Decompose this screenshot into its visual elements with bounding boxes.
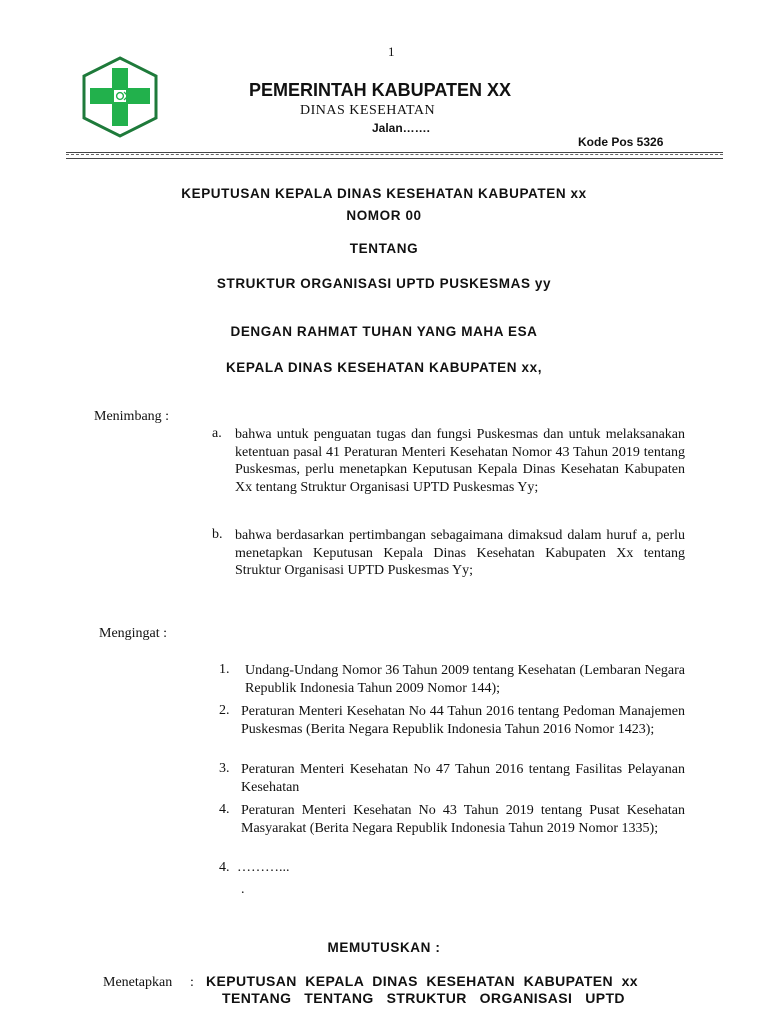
- mengingat-item-1: Undang-Undang Nomor 36 Tahun 2009 tentang Kesehatan (Lembaran Negara Republik Indonesia Tahun 2009 Nomor 144);: [245, 663, 685, 696]
- list-item-marker: a.: [212, 426, 222, 441]
- menetapkan-label: Menetapkan: [103, 975, 173, 990]
- decree-issuer: KEPALA DINAS KESEHATAN KABUPATEN xx,: [225, 360, 543, 375]
- list-item-marker: 1.: [219, 662, 230, 677]
- mengingat-item-4: Peraturan Menteri Kesehatan No 43 Tahun 2019 tentang Pusat Kesehatan Masyarakat (Berita Negara Republik Indonesia Tahun 2019 Nomor 1335);: [241, 803, 685, 836]
- menimbang-label: Menimbang :: [94, 409, 170, 424]
- decree-subject: STRUKTUR ORGANISASI UPTD PUSKESMAS yy: [216, 276, 552, 291]
- menetapkan-line-2: TENTANG TENTANG STRUKTUR ORGANISASI UPTD: [222, 990, 625, 1006]
- menetapkan-colon: :: [190, 975, 194, 990]
- mengingat-item-2: Peraturan Menteri Kesehatan No 44 Tahun 2016 tentang Pedoman Manajemen Puskesmas (Berita Negara Republik Indonesia Tahun 2016 Nomor 1423);: [241, 704, 685, 737]
- page-number: 1: [388, 44, 395, 59]
- postal-code: Kode Pos 5326: [578, 135, 664, 149]
- invocation: DENGAN RAHMAT TUHAN YANG MAHA ESA: [230, 324, 538, 339]
- memutuskan-heading: MEMUTUSKAN :: [327, 940, 441, 955]
- list-item-marker: 2.: [219, 703, 230, 718]
- decree-number: NOMOR 00: [346, 208, 422, 223]
- list-item-marker: 4.: [219, 860, 230, 875]
- menetapkan-line-1: KEPUTUSAN KEPALA DINAS KESEHATAN KABUPATEN xx: [206, 973, 638, 989]
- menimbang-item-a: bahwa untuk penguatan tugas dan fungsi Puskesmas dan untuk melaksanakan ketentuan pasal 41 Peraturan Menteri Kesehatan Nomor 43 Tahun 2019 tentang Puskesmas, perlu menetapkan Keputusan Kepala Dinas Kesehatan Kabupaten Xx tentang Struktur Organisasi UPTD Puskesmas Yy;: [235, 427, 685, 495]
- list-item-marker: 4.: [219, 802, 230, 817]
- list-item-marker: b.: [212, 527, 223, 542]
- mengingat-label: Mengingat :: [99, 626, 168, 641]
- mengingat-item-3: Peraturan Menteri Kesehatan No 47 Tahun 2016 tentang Fasilitas Pelayanan Kesehatan: [241, 762, 685, 795]
- trailing-dot: .: [241, 882, 245, 897]
- decree-about: TENTANG: [349, 241, 419, 256]
- list-item-marker: 3.: [219, 761, 230, 776]
- decree-title: KEPUTUSAN KEPALA DINAS KESEHATAN KABUPATEN xx: [181, 186, 587, 201]
- mengingat-item-5: ………...: [237, 860, 290, 875]
- puskesmas-logo: [80, 56, 160, 138]
- address: Jalan…….: [372, 121, 431, 135]
- header-divider: [66, 152, 723, 159]
- government-name: PEMERINTAH KABUPATEN XX: [249, 80, 512, 100]
- agency-name: DINAS KESEHATAN: [300, 103, 436, 118]
- menimbang-item-b: bahwa berdasarkan pertimbangan sebagaimana dimaksud dalam huruf a, perlu menetapkan Keputusan Kepala Dinas Kesehatan Kabupaten Xx tentang Struktur Organisasi UPTD Puskesmas Yy;: [235, 528, 685, 578]
